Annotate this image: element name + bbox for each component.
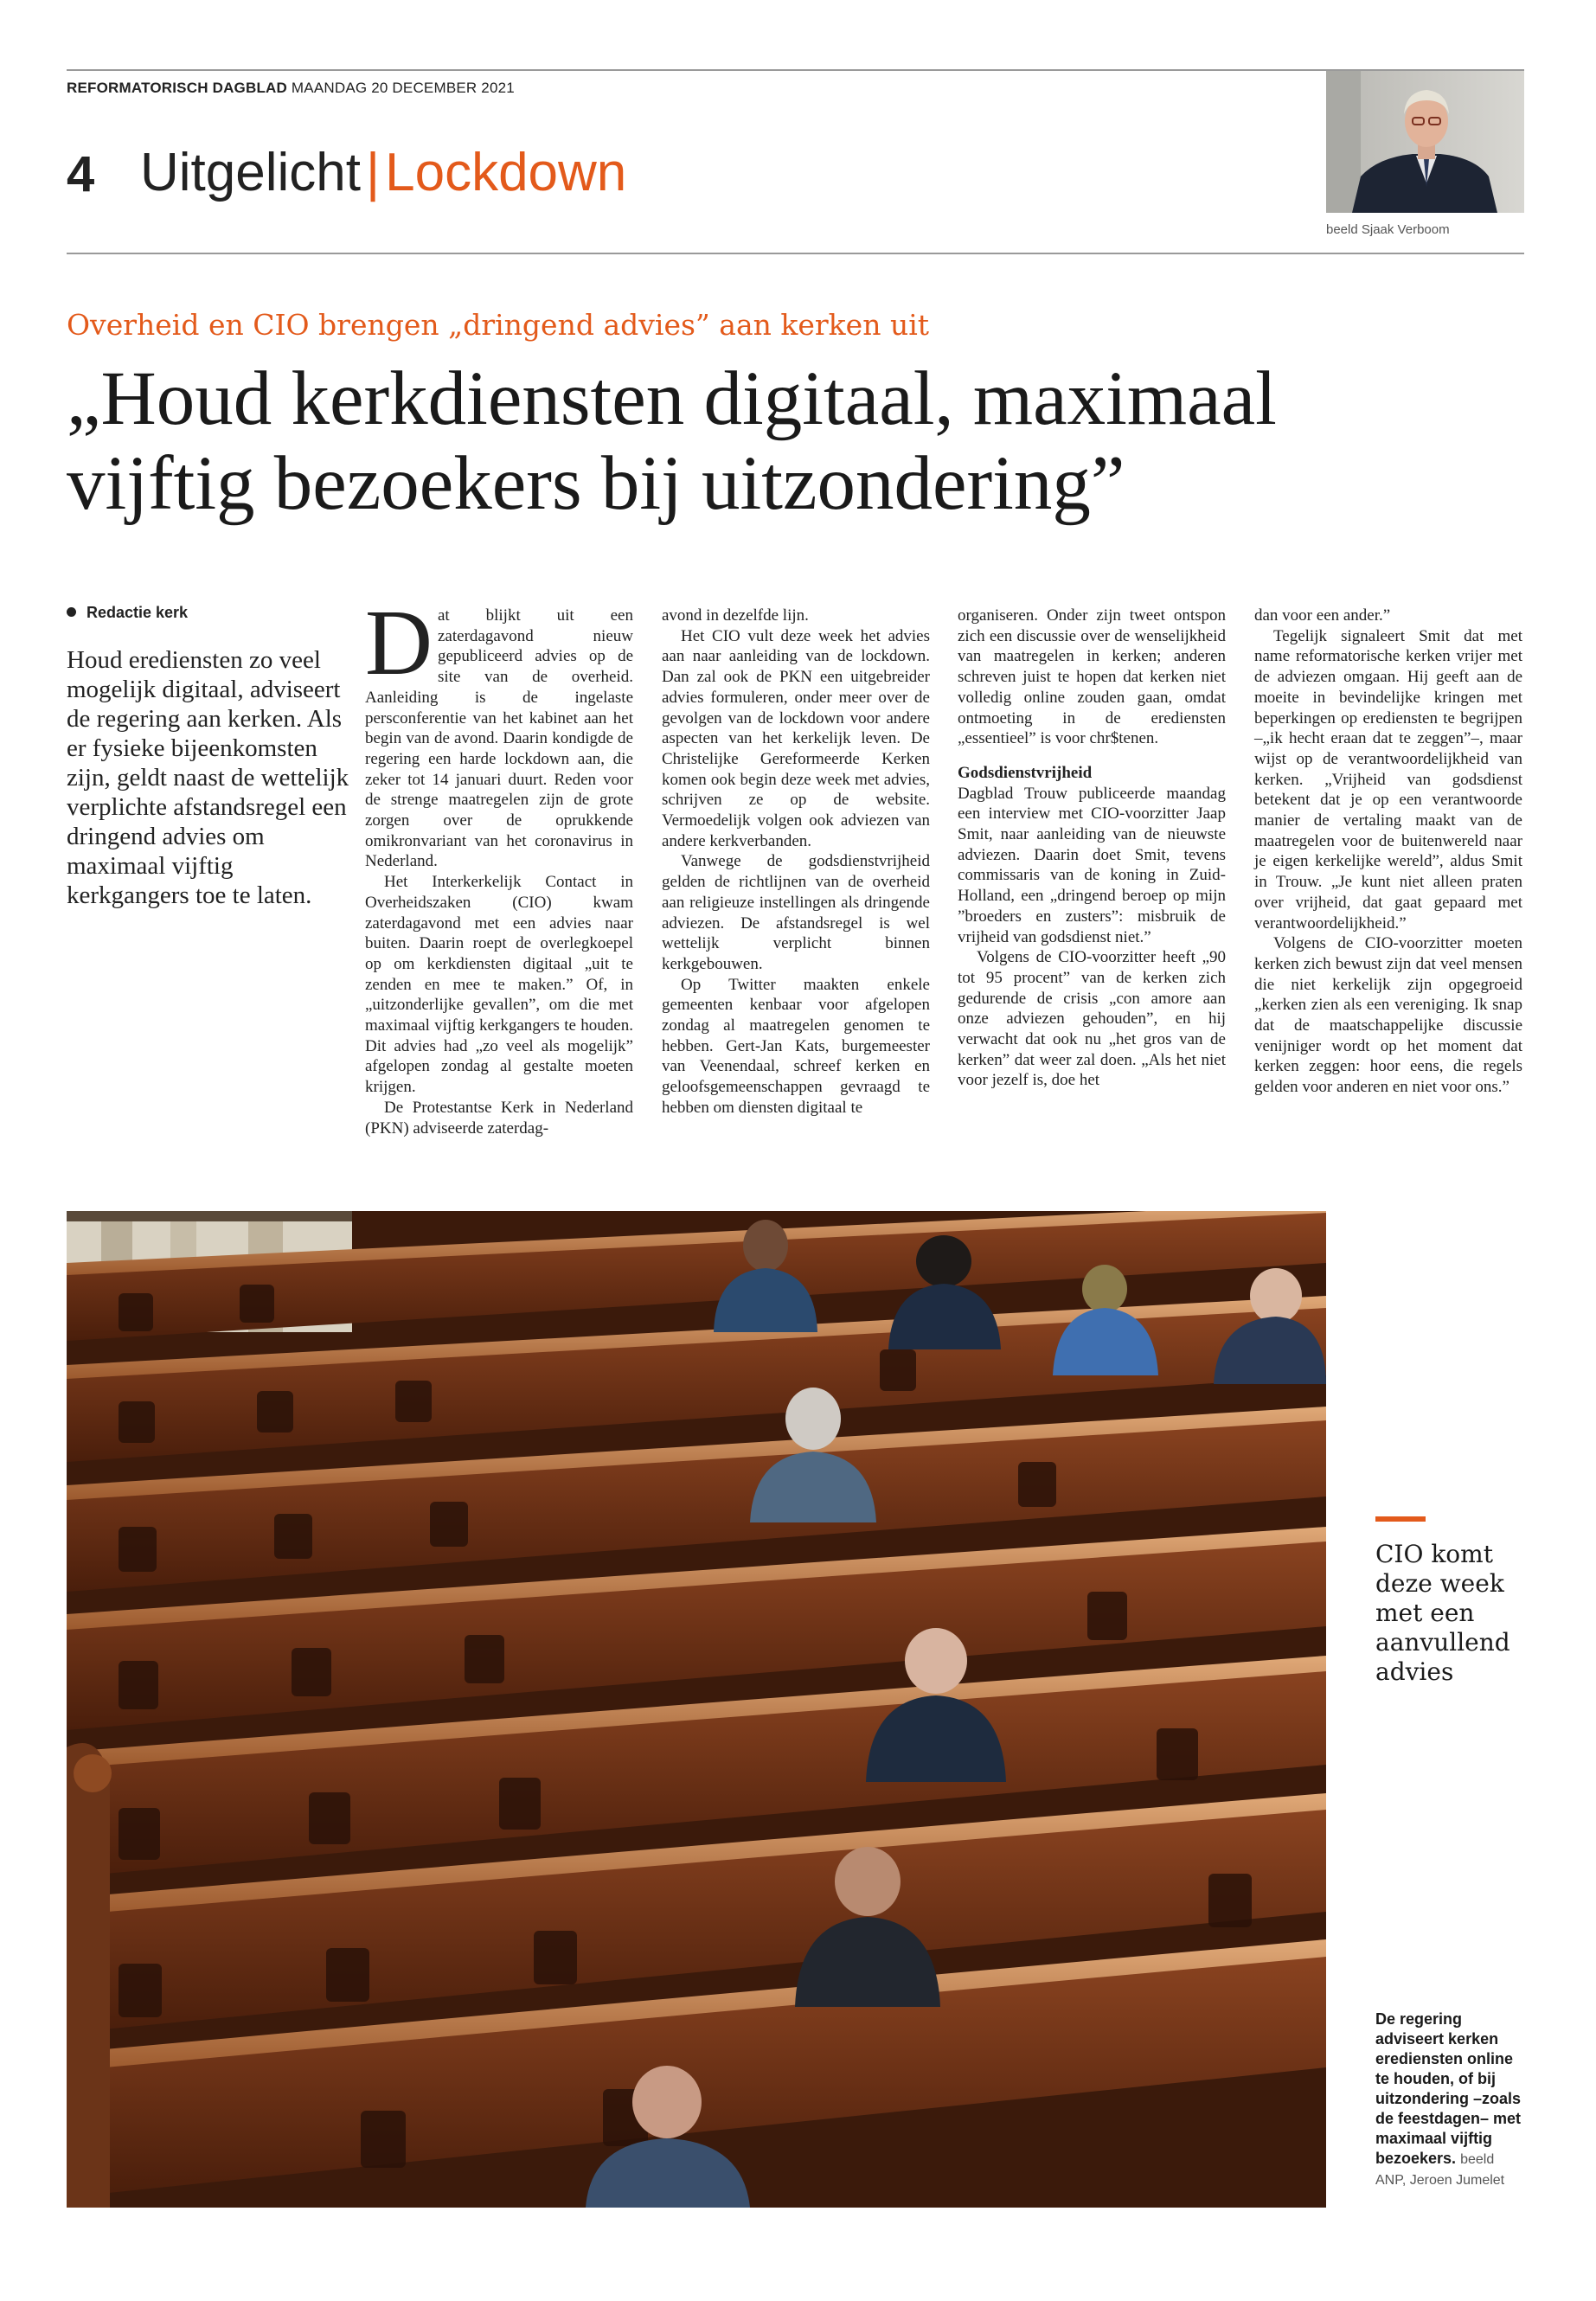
subheading: Godsdienstvrijheid: [958, 763, 1093, 782]
masthead-date: MAANDAG 20 DECEMBER 2021: [291, 80, 515, 96]
kicker: Overheid en CIO brengen „dringend advies” aan kerken uit: [67, 308, 930, 342]
pull-quote: CIO komt deze week met een aanvullend advies: [1375, 1540, 1510, 1686]
section-title: Uitgelicht: [140, 143, 361, 202]
body-column-2: [662, 606, 930, 1118]
headline: [67, 356, 1537, 526]
caption-text: De regering adviseert kerken erediensten online te houden, of bij uitzondering –zoals de feestdagen– met maximaal vijftig bezoekers.: [1375, 2010, 1522, 2167]
subsection-title: Lockdown: [385, 143, 627, 202]
byline-bullet-icon: [67, 607, 76, 617]
header-rule: [67, 253, 1524, 254]
caption-credit: beeld ANP, Jeroen Jumelet: [1375, 2152, 1505, 2188]
paragraph: Volgens de CIO-voorzitter heeft „90 tot 95 procent” van de kerken zich gedurende de crisis „con amore aan onze adviezen gehouden”, en hij verwacht dat ook nu „het gros van de kerken” dat weer zal doen. „Als het niet voor jezelf is, doe het: [958, 948, 1226, 1090]
body-column-3: [958, 606, 1226, 1091]
paragraph: Het CIO vult deze week het advies aan naar aanleiding van de lockdown. Dan zal ook de PKN een uitgebreider advies formuleren, onder meer over de gevolgen van de lockdown voor andere aspecten van het kerkelijk leven. De Christelijke Gereformeerde Kerken komen ook begin deze week met advies, schrijven ze op de website. Vermoedelijk volgen ook adviezen van andere kerkverbanden.: [662, 626, 930, 850]
main-photo: [67, 1211, 1326, 2208]
author-photo-credit: beeld Sjaak Verboom: [1326, 222, 1450, 237]
author-photo: [1326, 71, 1524, 213]
body-column-1: [365, 592, 633, 1138]
paragraph: avond in dezelfde lijn.: [662, 606, 809, 625]
paragraph: Volgens de CIO-voorzitter moeten kerken zich bewust zijn dat veel mensen die niet kerkelijk zijn opgegroeid „kerken zien als een vereniging. Ik snap dat de maatschappelijke discussie venijniger wordt op het moment dat kerken zeggen: hoor eens, die regels gelden voor anderen en niet voor ons.”: [1254, 934, 1522, 1097]
dropcap: D: [365, 592, 433, 695]
paragraph: organiseren. Onder zijn tweet ontspon zich een discussie over de wenselijkheid van maatregelen in kerken; anderen schreven juist te hopen dat kerken niet volledig online zouden gaan, omdat ontmoeting in de erediensten „essentieel” is voor chr$tenen.: [958, 606, 1226, 748]
paragraph: at blijkt uit een zaterdagavond nieuw gepubliceerd advies op de site van de overheid. Aanleiding is de ingelaste persconferentie van het kabinet aan het begin van de avond. Daarin kondigde de regering een harde lockdown aan, die zeker tot 14 januari duurt. Reden voor de strenge maatregelen zijn de grote zorgen over de oprukkende omikronvariant van het coronavirus in Nederland.: [365, 606, 633, 871]
paragraph: Dagblad Trouw publiceerde maandag een interview met CIO-voorzitter Jaap Smit, naar aanleiding van de nieuwste adviezen. Daarin doet Smit, tevens commissaris van de koning in Zuid-Holland, een „dringend beroep op mijn ”broeders en zusters”: misbruik de vrijheid van godsdienst niet.”: [958, 784, 1226, 946]
paragraph: dan voor een ander.”: [1254, 606, 1391, 625]
page-number: 4: [67, 146, 95, 202]
masthead: [67, 80, 515, 97]
pull-quote-bar: [1375, 1516, 1426, 1522]
headline-line-2: vijftig bezoekers bij uitzondering”: [67, 441, 1125, 526]
section-header: [140, 142, 626, 203]
headline-line-1: „Houd kerkdiensten digitaal, maximaal: [67, 356, 1277, 441]
masthead-paper: REFORMATORISCH DAGBLAD: [67, 80, 287, 96]
intro: Houd erediensten zo veel mogelijk digitaal, adviseert de regering aan kerken. Als er fysieke bijeenkomsten zijn, geldt naast de wettelijk verplichte afstandsregel een dringend advies om maximaal vijftig kerkgangers toe te laten.: [67, 646, 349, 909]
photo-caption: [1375, 2009, 1522, 2190]
paragraph: Tegelijk signaleert Smit dat met name reformatorische kerken vrijer met de adviezen omgaan. Hij geeft aan de moeite in bevindelijke kringen met beperkingen op erediensten te begrijpen –„ik hecht eraan dat te zeggen”–, maar wijst op de verantwoordelijkheid van kerken. „Vrijheid van godsdienst betekent dat je op een verantwoorde manier de vertaling maakt van de maatregelen voor de buitenwereld naar je eigen kerkelijke wereld”, aldus Smit in Trouw. „Je kunt niet alleen praten over vrijheid, dat gaat gepaard met verantwoordelijkheid.”: [1254, 626, 1522, 933]
paragraph: De Protestantse Kerk in Nederland (PKN) adviseerde zaterdag-: [365, 1098, 633, 1138]
paragraph: Op Twitter maakten enkele gemeenten kenbaar voor afgelopen zondag al maatregelen genomen te hebben. Gert-Jan Kats, burgemeester van Veenendaal, schreef kerken en geloofsgemeenschappen gevraagd te hebben om diensten digitaal te: [662, 975, 930, 1117]
top-rule: [67, 69, 1524, 71]
section-separator: |: [366, 143, 381, 202]
paragraph: Vanwege de godsdienstvrijheid gelden de richtlijnen van de overheid aan religieuze instellingen als dringende adviezen. De afstandsregel is wel wettelijk verplicht binnen kerkgebouwen.: [662, 852, 930, 973]
body-column-4: [1254, 606, 1522, 1098]
paragraph: Het Interkerkelijk Contact in Overheidszaken (CIO) kwam zaterdagavond met een advies naar buiten. Daarin roept de overlegkoepel op om kerkdiensten digitaal „uit te zenden en mee te maken.” Of, in „uitzonderlijke gevallen”, om die met maximaal vijftig kerkgangers te houden. Dit advies had „zo veel als mogelijk” afgelopen zondag al gestalte moeten krijgen.: [365, 873, 633, 1097]
byline: [67, 604, 188, 622]
byline-text: Redactie kerk: [87, 604, 189, 621]
